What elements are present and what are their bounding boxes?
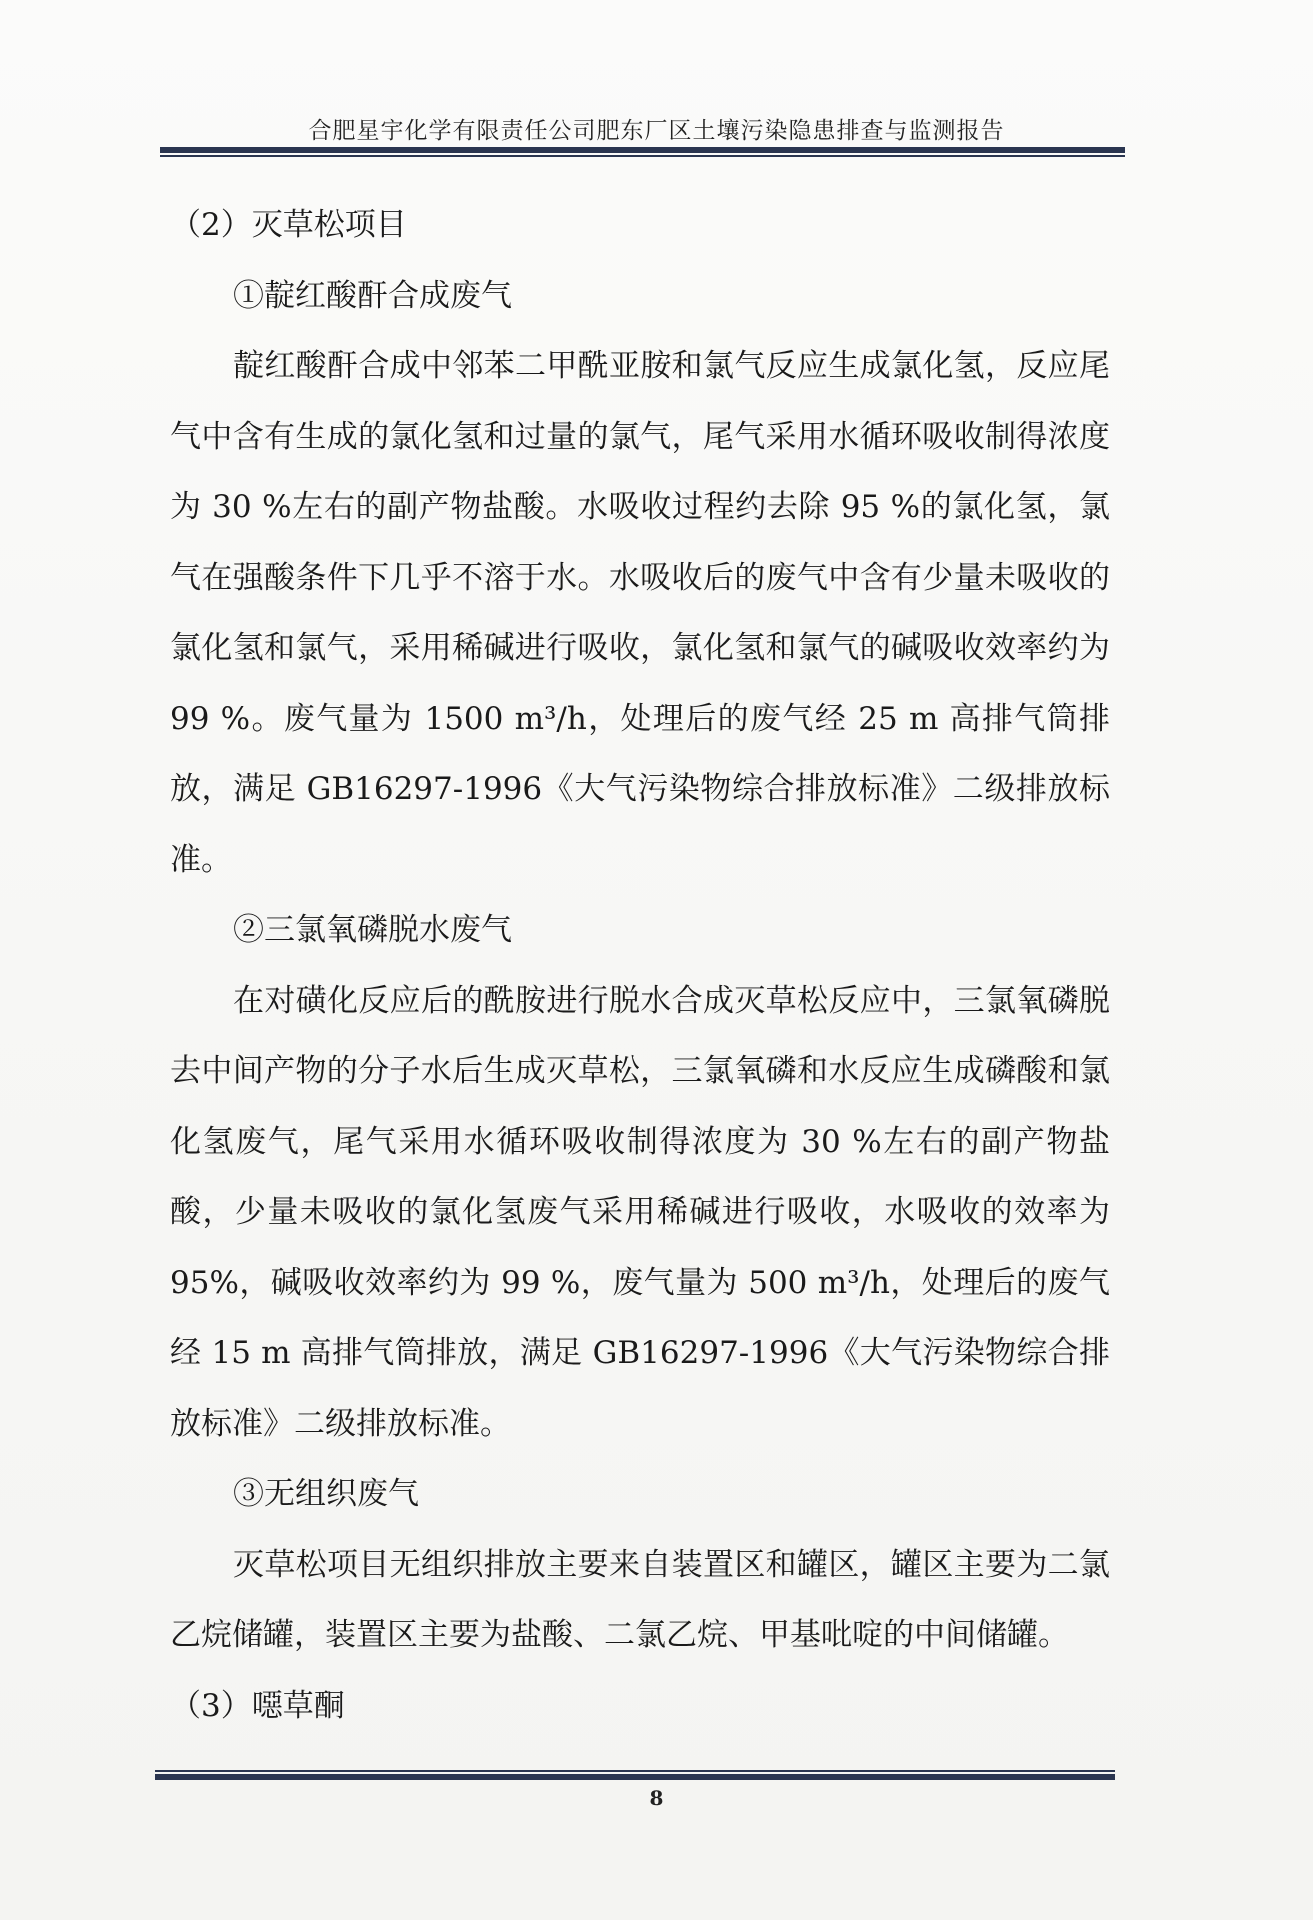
subsection-heading-pocl3-dehydration: ②三氯氧磷脱水废气 (233, 912, 512, 948)
page-number: 8 (649, 1786, 664, 1810)
footer-rule-thin (155, 1770, 1115, 1772)
report-header-title: 合肥星宇化学有限责任公司肥东厂区土壤污染隐患排查与监测报告 (308, 118, 1005, 144)
header-rule-thin (160, 155, 1125, 157)
paragraph-fugitive-emissions: 灭草松项目无组织排放主要来自装置区和罐区，罐区主要为二氯乙烷储罐，装置区主要为盐酸、二氯乙烷、甲基吡啶的中间储罐。 (170, 1546, 1110, 1653)
section-heading-oxadiazon: （3）噁草酮 (170, 1687, 345, 1724)
subsection-heading-fugitive-emissions: ③无组织废气 (233, 1476, 419, 1512)
header-rule-thick (160, 147, 1125, 153)
subsection-heading-isatoic-anhydride: ①靛红酸酐合成废气 (233, 277, 512, 314)
paragraph-pocl3-dehydration: 在对磺化反应后的酰胺进行脱水合成灭草松反应中，三氯氧磷脱去中间产物的分子水后生成灭草松，三氯氧磷和水反应生成磷酸和氯化氢废气，尾气采用水循环吸收制得浓度为 30 %左右的副产物盐酸，少量未吸收的氯化氢废气采用稀碱进行吸收，水吸收的效率为 95%，碱吸收效率约为 99 %，废气量为 500 m³/h，处理后的废气经 15 m 高排气筒排放，满足 GB16297-1996《大气污染物综合排放标准》二级排放标准。 (170, 982, 1110, 1442)
footer-rule-thick (155, 1774, 1115, 1780)
paragraph-isatoic-anhydride: 靛红酸酐合成中邻苯二甲酰亚胺和氯气反应生成氯化氢，反应尾气中含有生成的氯化氢和过量的氯气，尾气采用水循环吸收制得浓度为 30 %左右的副产物盐酸。水吸收过程约去除 95 %的氯化氢，氯气在强酸条件下几乎不溶于水。水吸收后的废气中含有少量未吸收的氯化氢和氯气，采用稀碱进行吸收，氯化氢和氯气的碱吸收效率约为 99 %。废气量为 1500 m³/h，处理后的废气经 25 m 高排气筒排放，满足 GB16297-1996《大气污染物综合排放标准》二级排放标准。 (170, 348, 1110, 878)
section-heading-mecaosong: （2）灭草松项目 (170, 207, 407, 243)
document-body (170, 190, 1110, 1741)
